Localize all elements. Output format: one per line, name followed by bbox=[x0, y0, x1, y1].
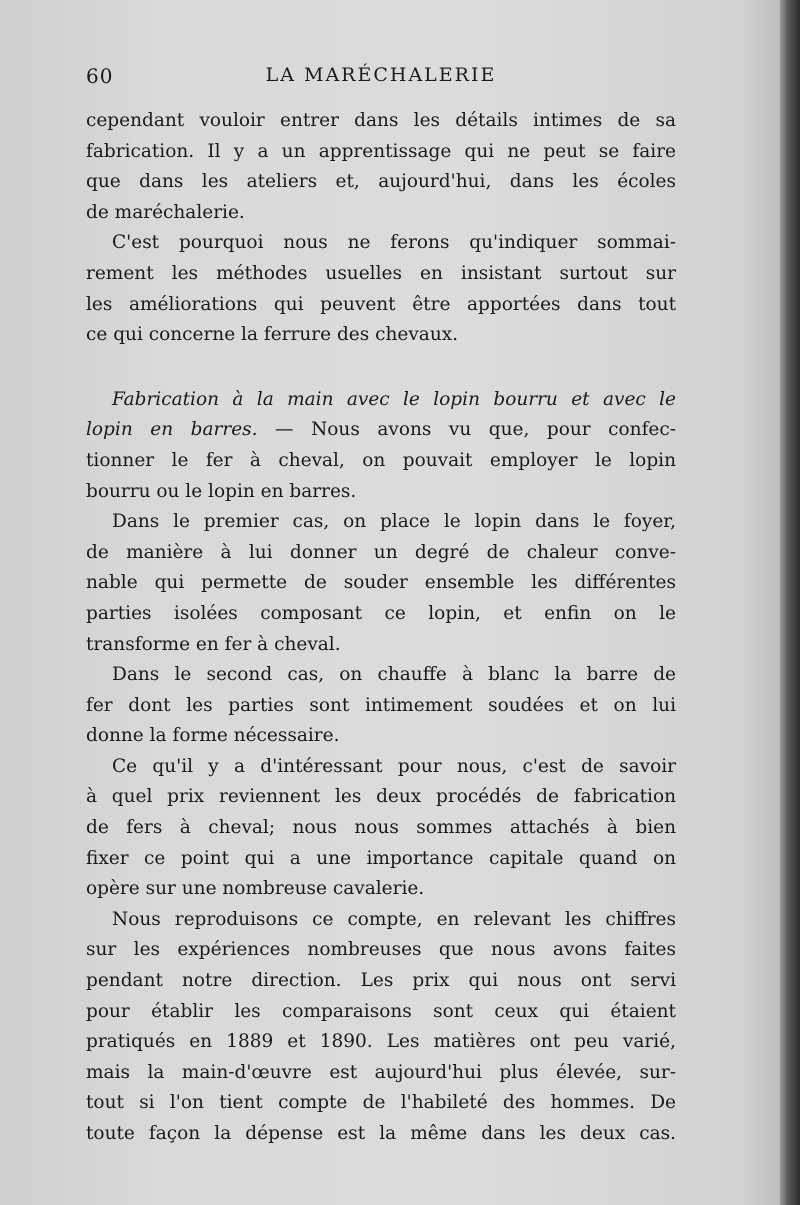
text-line: fer dont les parties sont intimement soudées et on lui bbox=[86, 694, 676, 716]
text-line: Nous reproduisons ce compte, en relevant les chiffres bbox=[112, 908, 676, 930]
text-line: fabrication. Il y a un apprentissage qui ne peut se faire bbox=[86, 140, 676, 162]
book-edge bbox=[780, 0, 800, 1205]
text-line: de fers à cheval; nous nous sommes attachés à bien bbox=[86, 817, 676, 839]
section-title-end: lopin en barres. bbox=[86, 419, 258, 441]
text-line: Dans le second cas, on chauffe à blanc la barre de bbox=[112, 664, 676, 686]
text-line: Ce qu'il y a d'intéressant pour nous, c'est de savoir bbox=[112, 755, 676, 777]
text-line: de manière à lui donner un degré de chaleur conve- bbox=[86, 541, 676, 563]
text-line: tout si l'on tient compte de l'habileté des hommes. De bbox=[86, 1092, 676, 1114]
text-line: pratiqués en 1889 et 1890. Les matières ont peu varié, bbox=[86, 1031, 676, 1053]
section-text: — Nous avons vu que, pour confec- bbox=[257, 419, 676, 441]
running-title: LA MARÉCHALERIE bbox=[265, 64, 497, 86]
text-line: toute façon la dépense est la même dans les deux cas. bbox=[86, 1123, 676, 1144]
section-paragraph bbox=[86, 385, 676, 507]
text-line: tionner le fer à cheval, on pouvait employer le lopin bbox=[86, 449, 676, 471]
page-header bbox=[86, 60, 676, 94]
text-line: Dans le premier cas, on place le lopin dans le foyer, bbox=[112, 511, 676, 533]
text-line bbox=[86, 415, 676, 446]
paragraph bbox=[86, 660, 676, 752]
paragraph bbox=[86, 228, 676, 350]
text-line: pendant notre direction. Les prix qui nous ont servi bbox=[86, 970, 676, 992]
text-line: sur les expériences nombreuses que nous avons faites bbox=[86, 939, 676, 961]
paragraph bbox=[86, 752, 676, 905]
text-line: rement les méthodes usuelles en insistant surtout sur bbox=[86, 262, 676, 284]
text-line: transforme en fer à cheval. bbox=[86, 633, 341, 655]
text-line: donne la forme nécessaire. bbox=[86, 725, 340, 747]
text-line: cependant vouloir entrer dans les détails intimes de sa bbox=[86, 110, 676, 131]
paragraph bbox=[86, 106, 676, 228]
text-line: à quel prix reviennent les deux procédés de fabrication bbox=[86, 786, 676, 808]
text-line: pour établir les comparaisons sont ceux qui étaient bbox=[86, 1000, 676, 1022]
text-line: C'est pourquoi nous ne ferons qu'indiquer sommai- bbox=[112, 232, 676, 254]
text-line: fixer ce point qui a une importance capitale quand on bbox=[86, 847, 676, 869]
text-line: que dans les ateliers et, aujourd'hui, dans les écoles bbox=[86, 171, 676, 193]
page-body bbox=[86, 106, 676, 1150]
text-line: les améliorations qui peuvent être apportées dans tout bbox=[86, 293, 676, 315]
text-line: opère sur une nombreuse cavalerie. bbox=[86, 878, 425, 900]
text-line: mais la main-d'œuvre est aujourd'hui plus élevée, sur- bbox=[86, 1061, 676, 1083]
section-title: Fabrication à la main avec le lopin bourru et avec le bbox=[112, 388, 676, 410]
text-line: ce qui concerne la ferrure des chevaux. bbox=[86, 324, 459, 346]
paragraph bbox=[86, 905, 676, 1150]
text-line: de maréchalerie. bbox=[86, 201, 245, 223]
text-line: nable qui permette de souder ensemble les différentes bbox=[86, 572, 676, 594]
text-line: bourru ou le lopin en barres. bbox=[86, 480, 357, 502]
text-line: parties isolées composant ce lopin, et enfin on le bbox=[86, 602, 676, 624]
page-number: 60 bbox=[86, 64, 114, 88]
section-spacer bbox=[86, 351, 676, 385]
paragraph bbox=[86, 507, 676, 660]
